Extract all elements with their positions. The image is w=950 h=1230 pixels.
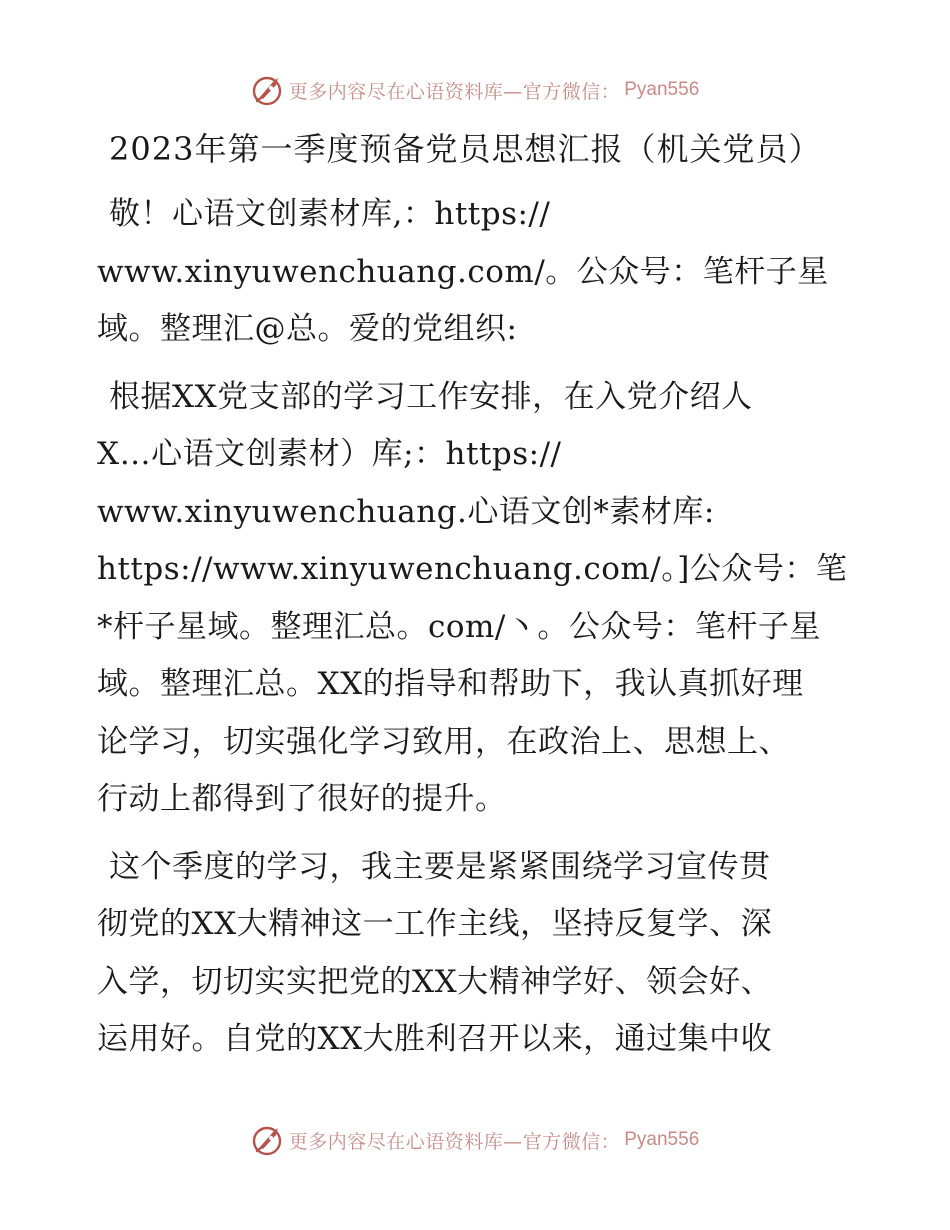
text-line: 入学，切切实实把党的XX大精神学好、领会好、	[97, 963, 773, 1000]
paragraph-body-2	[97, 839, 867, 1069]
text-line: 论学习，切实强化学习致用，在政治上、思想上、	[97, 723, 790, 760]
watermark-text: 更多内容尽在心语资料库—官方微信：	[288, 1130, 621, 1153]
text-line: 根据XX党支部的学习工作安排，在入党介绍人	[109, 378, 753, 415]
document-body	[97, 120, 867, 1069]
document-title: 2023年第一季度预备党员思想汇报（机关党员）	[109, 130, 822, 168]
text-line: 敬！心语文创素材库,：https://	[109, 196, 551, 232]
paragraph-salutation	[97, 186, 867, 359]
quill-pen-logo-icon	[251, 1123, 285, 1157]
text-line: https://www.xinyuwenchuang.com/。]公众号：笔	[97, 551, 848, 587]
watermark-banner-bottom	[0, 1120, 950, 1160]
watermark-wechat-id: Pyan556	[624, 79, 700, 100]
text-line: 运用好。自党的XX大胜利召开以来，通过集中收	[97, 1021, 773, 1057]
watermark-banner-top	[0, 70, 950, 110]
text-line: www.xinyuwenchuang.com/。公众号：笔杆子星	[97, 253, 829, 290]
quill-pen-logo-icon	[251, 73, 285, 107]
paragraph-body-1	[97, 369, 867, 829]
text-line: 域。整理汇总。XX的指导和帮助下，我认真抓好理	[97, 666, 804, 702]
text-line: 域。整理汇@总。爱的党组织:	[97, 311, 518, 347]
text-line: X…心语文创素材）库;：https://	[97, 436, 562, 472]
watermark-text: 更多内容尽在心语资料库—官方微信：	[288, 80, 621, 103]
text-line: www.xinyuwenchuang.心语文创*素材库:	[97, 493, 715, 530]
text-line: *杆子星域。整理汇总。com/丶。公众号：笔杆子星	[97, 608, 821, 645]
text-line: 彻党的XX大精神这一工作主线，坚持反复学、深	[97, 906, 773, 942]
text-line: 行动上都得到了很好的提升。	[97, 781, 507, 817]
watermark-wechat-id: Pyan556	[624, 1129, 700, 1150]
text-line: 这个季度的学习，我主要是紧紧围绕学习宣传贯	[109, 848, 771, 885]
